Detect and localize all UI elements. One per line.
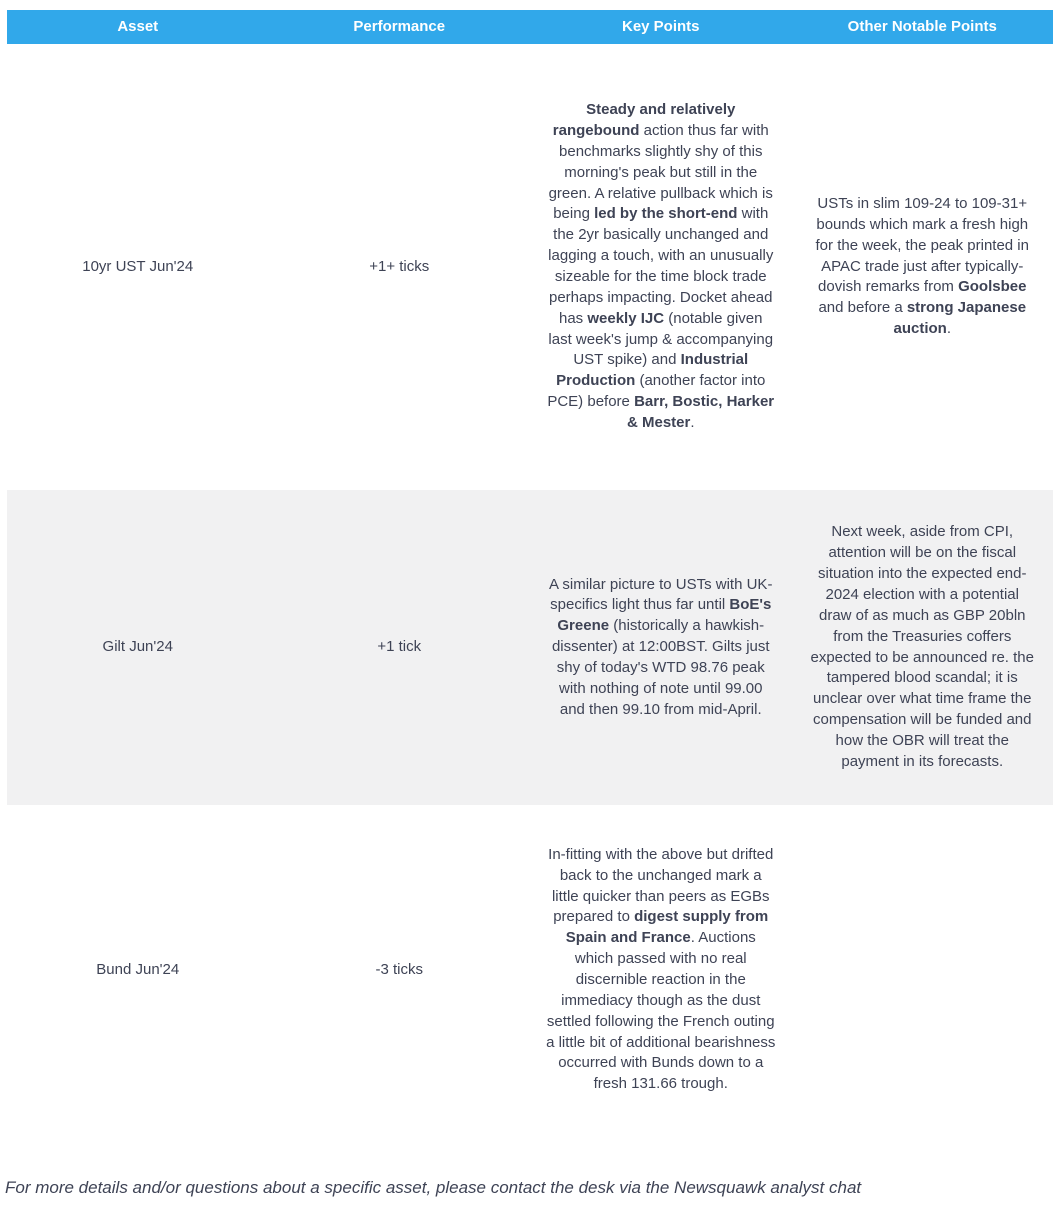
column-header-asset: Asset xyxy=(117,17,159,35)
other-notable-points-text xyxy=(792,805,1054,1135)
key-points-text: A similar picture to USTs with UK-specifics light thus far until BoE's Greene (historically a hawkish-dissenter) at 12:00BST. Gilts just shy of today's WTD 98.76 peak with nothing of note until 99.00 and then 99.10 from mid-April. xyxy=(549,575,773,718)
asset-name: Bund Jun'24 xyxy=(96,960,180,978)
column-header-performance: Performance xyxy=(353,17,446,35)
table-row-gilt xyxy=(7,490,1053,805)
column-header-key-points: Key Points xyxy=(621,17,700,35)
contact-desk-note: For more details and/or questions about a specific asset, please contact the desk via the Newsquawk analyst chat xyxy=(5,1178,862,1197)
table-row-bund xyxy=(7,805,1053,1135)
key-points-text: Steady and relatively rangebound action thus far with benchmarks slightly shy of this morning's peak but still in the green. A relative pullback which is being led by the short-end with the 2yr basically unchanged and lagging a touch, with an unusually sizeable for the time block trade perhaps impacting. Docket ahead has weekly IJC (notable given last week's jump & accompanying UST spike) and Industrial Production (another factor into PCE) before Barr, Bostic, Harker & Mester. xyxy=(547,101,775,431)
performance-value: +1+ ticks xyxy=(369,257,430,275)
table-row-10yr-ust xyxy=(7,44,1053,490)
key-points-text: In-fitting with the above but drifted back to the unchanged mark a little quicker than peers as EGBs prepared to digest supply from Spain and France. Auctions which passed with no real discernible reaction in the immediacy though as the dust settled following the French outing a little bit of additional bearishness occurred with Bunds down to a fresh 131.66 trough. xyxy=(546,845,776,1093)
table-header-row xyxy=(7,10,1053,44)
column-header-other-notable-points: Other Notable Points xyxy=(847,17,997,35)
asset-table xyxy=(7,10,1053,1135)
other-notable-points-text: USTs in slim 109-24 to 109-31+ bounds which mark a fresh high for the week, the peak printed in APAC trade just after typically-dovish remarks from Goolsbee and before a strong Japanese auction. xyxy=(815,195,1029,338)
asset-name: 10yr UST Jun'24 xyxy=(82,257,194,275)
performance-value: -3 ticks xyxy=(375,960,423,978)
performance-value: +1 tick xyxy=(377,638,422,656)
other-notable-points-text: Next week, aside from CPI, attention will be on the fiscal situation into the expected end-2024 election with a potential draw of as much as GBP 20bln from the Treasuries coffers expected to be announced re. the tampered blood scandal; it is unclear over what time frame the compensation will be funded and how the OBR will treat the payment in its forecasts. xyxy=(810,523,1034,770)
asset-name: Gilt Jun'24 xyxy=(102,638,173,656)
